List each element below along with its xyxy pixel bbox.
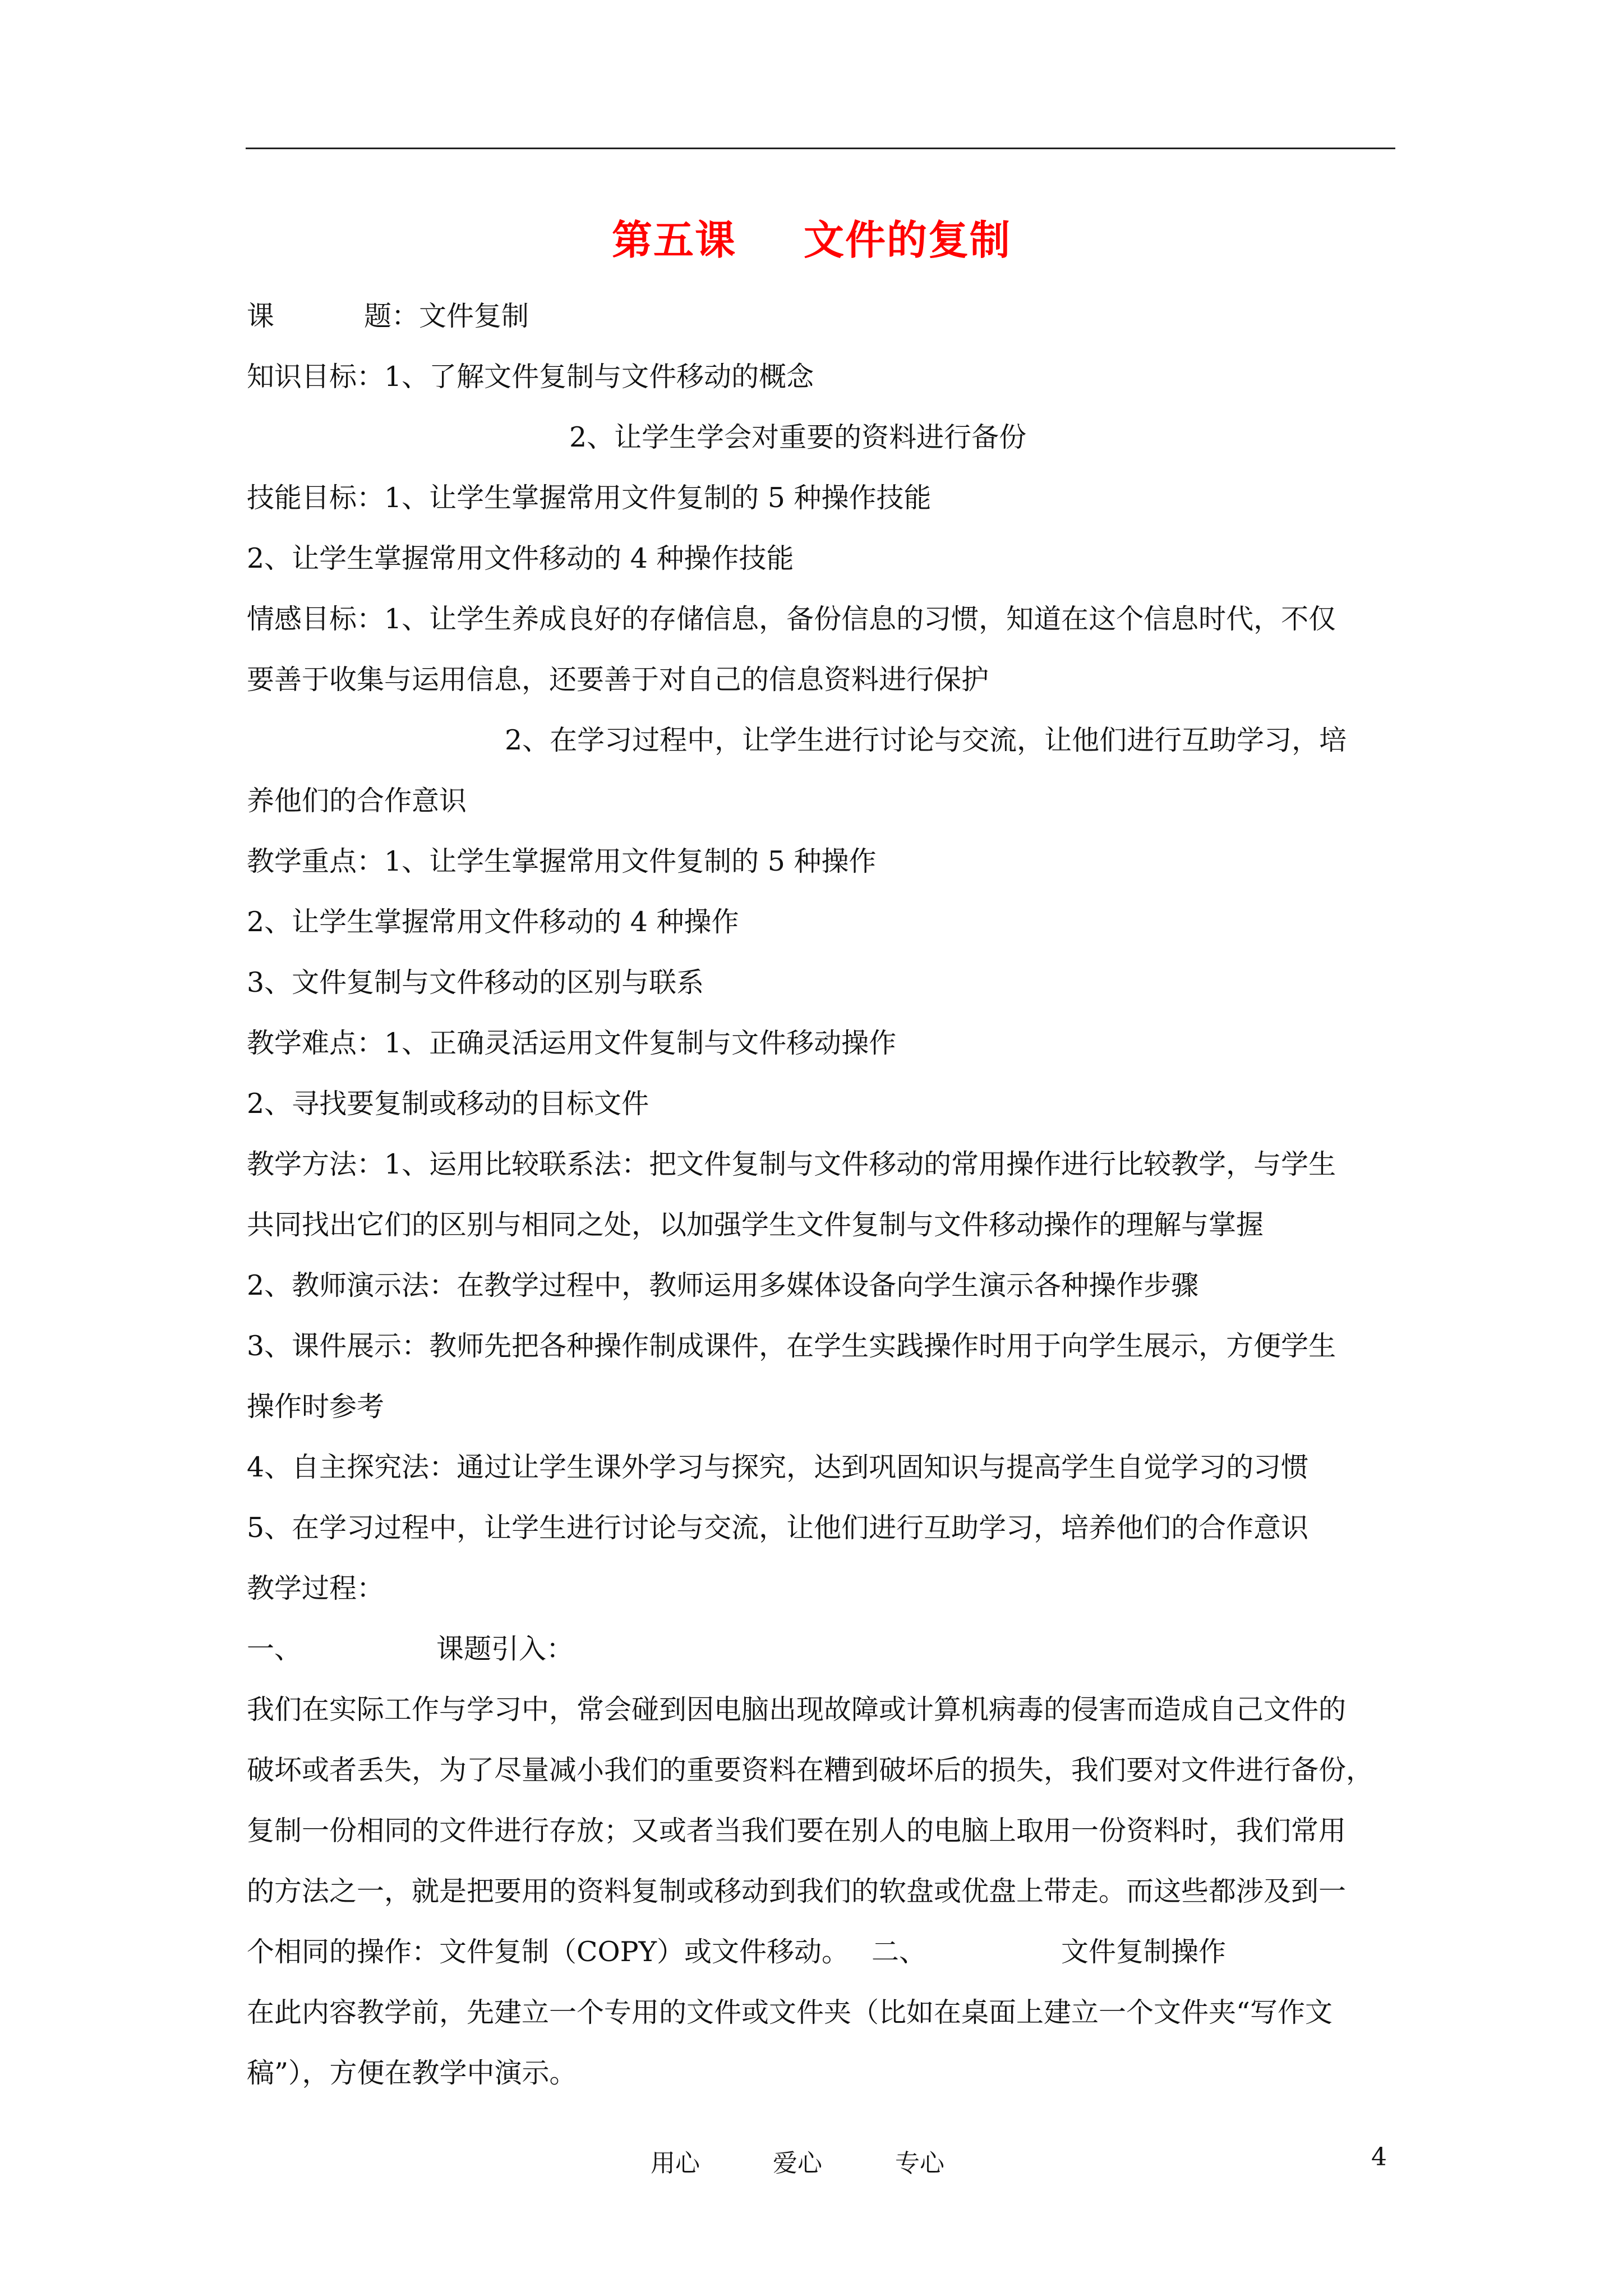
lesson-title <box>0 208 1623 266</box>
text-line: 教学方法：1、运用比较联系法：把文件复制与文件移动的常用操作进行比较教学，与学生 <box>247 1148 1336 1180</box>
text-line <box>247 286 1396 347</box>
text-line: 要善于收集与运用信息，还要善于对自己的信息资料进行保护 <box>247 664 989 696</box>
document-body <box>247 286 1396 2104</box>
page-number: 4 <box>1371 2143 1387 2171</box>
text-line: 技能目标：1、让学生掌握常用文件复制的 5 种操作技能 <box>247 482 932 514</box>
text-line: 我们在实际工作与学习中，常会碰到因电脑出现故障或计算机病毒的侵害而造成自己文件的 <box>247 1694 1347 1726</box>
text-line: 2、让学生掌握常用文件移动的 4 种操作 <box>247 906 739 938</box>
section-heading <box>247 1619 1396 1680</box>
text-line: 2、寻找要复制或移动的目标文件 <box>247 1088 649 1120</box>
motto-word: 用心 <box>651 2149 700 2178</box>
title-lesson-number: 第五课 <box>611 216 736 264</box>
text-line: 的方法之一，就是把要用的资料复制或移动到我们的软盘或优盘上带走。而这些都涉及到一 <box>247 1875 1347 1907</box>
text-line: 在此内容教学前，先建立一个专用的文件或文件夹（比如在桌面上建立一个文件夹“写作文 <box>247 1996 1333 2028</box>
text-line: 教学过程： <box>247 1572 385 1604</box>
subject-label: 课 <box>247 300 275 332</box>
text-line: 稿”），方便在教学中演示。 <box>247 2057 577 2089</box>
section-number: 二、 <box>871 1936 926 1968</box>
text-line: 知识目标：1、了解文件复制与文件移动的概念 <box>247 361 814 393</box>
text-line: 复制一份相同的文件进行存放；又或者当我们要在别人的电脑上取用一份资料时，我们常用 <box>247 1815 1347 1847</box>
text-line: 5、在学习过程中，让学生进行讨论与交流，让他们进行互助学习，培养他们的合作意识 <box>247 1512 1309 1544</box>
section-title: 课题引入： <box>436 1633 574 1665</box>
text-line: 情感目标：1、让学生养成良好的存储信息，备份信息的习惯，知道在这个信息时代，不仅 <box>247 603 1336 635</box>
text-line: 3、课件展示：教师先把各种操作制成课件，在学生实践操作时用于向学生展示，方便学生 <box>247 1330 1336 1362</box>
motto-word: 专心 <box>895 2149 944 2178</box>
section-number: 一、 <box>247 1633 302 1665</box>
text-line: 2、让学生掌握常用文件移动的 4 种操作技能 <box>247 542 794 574</box>
text-line: 3、文件复制与文件移动的区别与联系 <box>247 967 704 999</box>
text-line: 共同找出它们的区别与相同之处，以加强学生文件复制与文件移动操作的理解与掌握 <box>247 1209 1264 1241</box>
text-line: 2、教师演示法：在教学过程中，教师运用多媒体设备向学生演示各种操作步骤 <box>247 1269 1199 1301</box>
text-line: 4、自主探究法：通过让学生课外学习与探究，达到巩固知识与提高学生自觉学习的习惯 <box>247 1451 1309 1483</box>
text-line: 教学重点：1、让学生掌握常用文件复制的 5 种操作 <box>247 845 877 877</box>
text-line: 破坏或者丢失，为了尽量减小我们的重要资料在糟到破坏后的损失，我们要对文件进行备份， <box>247 1754 1374 1786</box>
line-text: 个相同的操作：文件复制（COPY）或文件移动。 <box>247 1936 849 1968</box>
section-title: 文件复制操作 <box>1061 1936 1227 1968</box>
text-line: 2、在学习过程中，让学生进行讨论与交流，让他们进行互助学习，培 <box>505 724 1347 756</box>
header-rule <box>246 148 1395 149</box>
text-line: 操作时参考 <box>247 1391 385 1423</box>
text-line: 教学难点：1、正确灵活运用文件复制与文件移动操作 <box>247 1027 897 1059</box>
title-lesson-name: 文件的复制 <box>804 216 1012 264</box>
subject-value: 文件复制 <box>419 300 529 332</box>
text-line: 2、让学生学会对重要的资料进行备份 <box>569 421 1027 453</box>
footer-motto <box>651 2143 1017 2179</box>
text-line <box>247 1922 1396 1982</box>
motto-word: 爱心 <box>773 2149 822 2178</box>
text-line: 养他们的合作意识 <box>247 785 467 817</box>
subject-label-suffix: 题： <box>364 300 419 332</box>
